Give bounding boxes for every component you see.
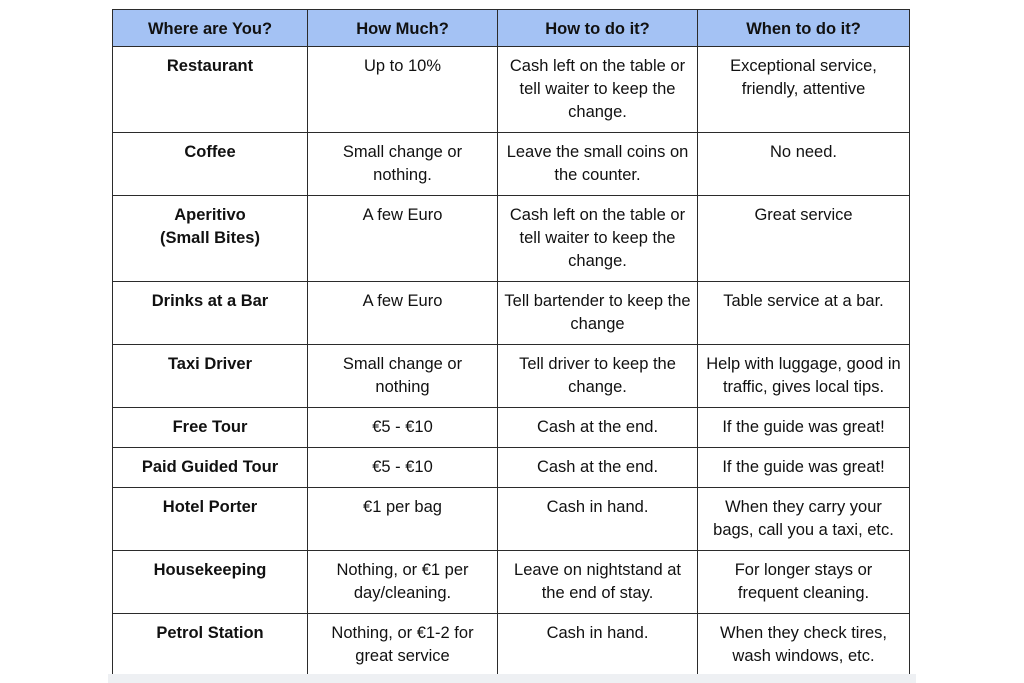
row-place-label: Hotel Porter (162, 498, 258, 516)
row-when: When they check tires, wash windows, etc. (698, 614, 910, 677)
row-amount: €5 - €10 (308, 448, 498, 488)
row-place-label: Drinks at a Bar (151, 292, 269, 310)
row-place-sublabel: (Small Bites) (160, 229, 260, 247)
table-row (113, 47, 910, 133)
header-how-much: How Much? (308, 10, 498, 47)
table-row (113, 196, 910, 282)
row-amount: €1 per bag (308, 488, 498, 551)
table-header-row (113, 10, 910, 47)
row-how: Cash in hand. (498, 488, 698, 551)
row-how: Leave on nightstand at the end of stay. (498, 551, 698, 614)
header-when: When to do it? (698, 10, 910, 47)
table-row (113, 408, 910, 448)
row-when: Great service (698, 196, 910, 282)
row-place (113, 133, 308, 196)
row-when: Exceptional service, friendly, attentive (698, 47, 910, 133)
row-place (113, 408, 308, 448)
row-when: If the guide was great! (698, 408, 910, 448)
row-amount: A few Euro (308, 196, 498, 282)
row-amount: Small change or nothing (308, 345, 498, 408)
row-place (113, 488, 308, 551)
row-place (113, 448, 308, 488)
row-place-label: Taxi Driver (167, 355, 253, 373)
row-how: Cash in hand. (498, 614, 698, 677)
table-row (113, 345, 910, 408)
row-how: Tell driver to keep the change. (498, 345, 698, 408)
row-place-label: Coffee (184, 143, 236, 161)
row-how: Leave the small coins on the counter. (498, 133, 698, 196)
table-row (113, 282, 910, 345)
row-amount: Up to 10% (308, 47, 498, 133)
row-place (113, 551, 308, 614)
row-amount: Small change or nothing. (308, 133, 498, 196)
table-row (113, 448, 910, 488)
row-when: Table service at a bar. (698, 282, 910, 345)
row-amount: A few Euro (308, 282, 498, 345)
row-place-label: Housekeeping (153, 561, 267, 579)
row-place (113, 47, 308, 133)
row-how: Cash left on the table or tell waiter to keep the change. (498, 47, 698, 133)
row-place (113, 345, 308, 408)
row-place-label: Free Tour (172, 418, 248, 436)
row-amount: Nothing, or €1 per day/cleaning. (308, 551, 498, 614)
row-place (113, 614, 308, 677)
row-place-label: Aperitivo (174, 206, 246, 224)
table-row (113, 133, 910, 196)
row-place (113, 196, 308, 282)
row-when: If the guide was great! (698, 448, 910, 488)
tipping-table (112, 9, 910, 677)
table-row (113, 614, 910, 677)
row-how: Cash at the end. (498, 408, 698, 448)
table-row (113, 488, 910, 551)
header-where: Where are You? (113, 10, 308, 47)
row-when: Help with luggage, good in traffic, gives local tips. (698, 345, 910, 408)
row-amount: Nothing, or €1-2 for great service (308, 614, 498, 677)
row-place-label: Restaurant (166, 57, 254, 75)
row-amount: €5 - €10 (308, 408, 498, 448)
table-row (113, 551, 910, 614)
row-place-label: Petrol Station (156, 624, 264, 642)
bottom-shadow-strip (108, 674, 916, 683)
row-place-label: Paid Guided Tour (141, 458, 279, 476)
row-when: When they carry your bags, call you a taxi, etc. (698, 488, 910, 551)
row-how: Tell bartender to keep the change (498, 282, 698, 345)
header-how-to: How to do it? (498, 10, 698, 47)
row-place (113, 282, 308, 345)
row-when: For longer stays or frequent cleaning. (698, 551, 910, 614)
row-how: Cash left on the table or tell waiter to keep the change. (498, 196, 698, 282)
row-how: Cash at the end. (498, 448, 698, 488)
row-when: No need. (698, 133, 910, 196)
